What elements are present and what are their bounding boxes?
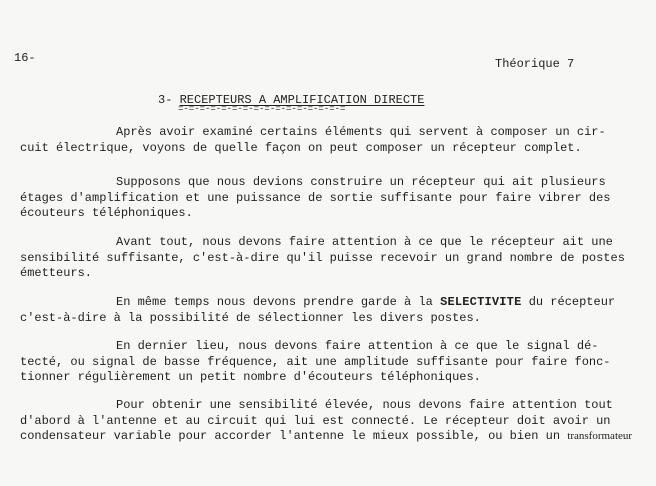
text-line: tionner régulièrement un petit nombre d'écouteurs téléphoniques. xyxy=(20,370,481,384)
section-header: Théorique 7 xyxy=(495,57,575,71)
text-line: Après avoir examiné certains éléments qui servent à composer un cir- xyxy=(116,125,606,139)
text-segment: transformateur xyxy=(567,430,633,442)
text-line: c'est-à-dire à la possibilité de sélectionner les divers postes. xyxy=(20,310,481,325)
emphasis-selectivite: SELECTIVITE xyxy=(440,295,522,309)
text-line: sensibilité suffisante, c'est-à-dire qu'il puisse recevoir un grand nombre de postes xyxy=(20,250,625,265)
title-decoration: =-=-=-=-=-=-=-=-=-=-=-=-=-=-=-= xyxy=(178,104,346,114)
title-number: 3- xyxy=(158,93,173,107)
text-line: Pour obtenir une sensibilité élevée, nous devons faire attention tout xyxy=(116,398,613,412)
paragraph xyxy=(20,339,640,386)
paragraph xyxy=(20,295,640,326)
text-segment: condensateur variable pour accorder l'antenne le mieux possible, ou bien un xyxy=(20,429,561,443)
text-line: écouteurs téléphoniques. xyxy=(20,206,193,220)
paragraph xyxy=(20,235,640,282)
text-line: Avant tout, nous devons faire attention à ce que le récepteur ait une xyxy=(116,235,613,249)
page-number: 16- xyxy=(14,51,36,65)
title-text: RECEPTEURS A AMPLIFICATION DIRECTE xyxy=(179,93,425,107)
text-segment: En même temps nous devons prendre garde à la xyxy=(116,295,433,309)
text-line: Supposons que nous devions construire un récepteur qui ait plusieurs xyxy=(116,175,606,189)
text-segment: du récepteur xyxy=(528,295,616,309)
text-line: cuit électrique, voyons de quelle façon on peut composer un récepteur complet. xyxy=(20,140,582,155)
paragraph xyxy=(20,398,640,445)
text-line: d'abord à l'antenne et au circuit qui lui est connecté. Le récepteur doit avoir un xyxy=(20,413,611,428)
text-line: émetteurs. xyxy=(20,266,93,280)
text-line xyxy=(20,429,640,445)
text-line xyxy=(20,295,640,311)
text-line: tecté, ou signal de basse fréquence, ait une amplitude suffisante pour faire fonc- xyxy=(20,354,611,369)
paragraph xyxy=(20,175,640,222)
paragraph xyxy=(20,125,640,156)
text-line: En dernier lieu, nous devons faire attention à ce que le signal dé- xyxy=(116,339,599,353)
text-line: étages d'amplification et une puissance de sortie suffisante pour faire vibrer des xyxy=(20,190,611,205)
